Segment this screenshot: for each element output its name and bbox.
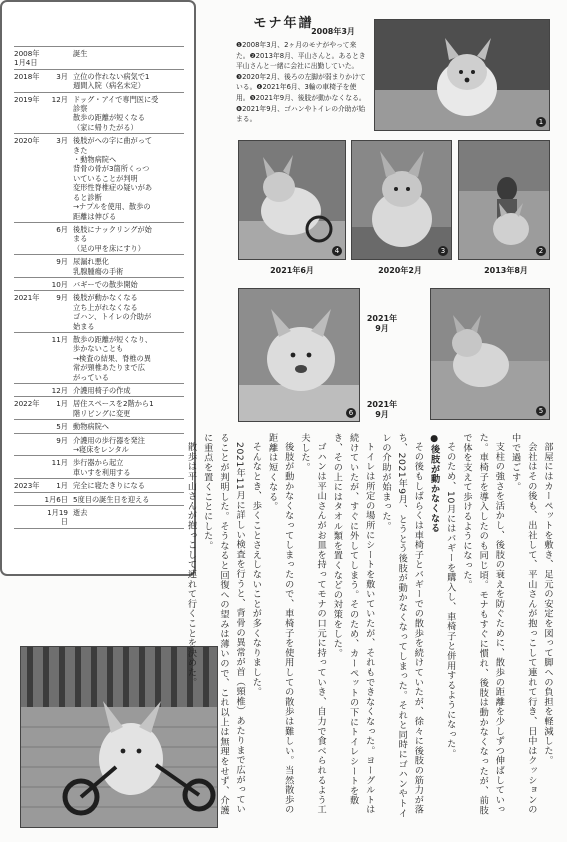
timeline-row xyxy=(14,254,184,277)
photo-sitting-2021-9 xyxy=(430,288,550,420)
timeline-year xyxy=(14,495,44,504)
timeline-month: 10月 xyxy=(51,279,68,289)
timeline-row xyxy=(14,46,184,69)
timeline-month: 5月 xyxy=(56,422,68,432)
timeline-row xyxy=(14,455,184,478)
article-paragraph: 部屋にはカーペットを敷き、足元の安定を図って脚への負担を軽減した。 xyxy=(542,442,553,766)
timeline-row xyxy=(14,492,184,505)
photo-caption-text: ❶2008年3月、2ヶ月のモナがやって来た。❷2013年8月、平山さんと。あるとき平山さんと一緒に会社に出勤していた。❸2020年2月、後ろの左脚が弱まりかけている。❹2021年6月、3輪の車椅子を使用。❺2021年9月、後肢が動かなくなる。❻2021年9月、ゴハンやトイレの介助が始まる。 xyxy=(236,41,366,124)
timeline-year: 2020年 xyxy=(14,136,40,146)
timeline-row xyxy=(14,92,184,134)
caption-2020-2: 2020年2月 xyxy=(378,266,422,275)
article-paragraph: そのため、10月にはバギーを購入し、車椅子と併用するようになった。 xyxy=(444,442,456,759)
timeline-text: 尿漏れ悪化 乳腺腫瘍の手術 xyxy=(73,257,124,276)
timeline-text: 後肢にナックリングが始 まる （足の甲を床にすり） xyxy=(73,224,152,253)
timeline-row xyxy=(14,419,184,432)
article-paragraph: トイレは所定の場所にシートを敷いていたが、それもできなくなった。ヨーグルトは続けていたが、すぐに外してしまう。そのため、カーペットの下にトイレシートを敷き、その上にはタオル類を置くなどの対策をした。 xyxy=(331,433,375,815)
photo-2013-8 xyxy=(458,140,550,260)
timeline-year xyxy=(14,508,44,527)
timeline-year xyxy=(14,386,44,395)
timeline-row xyxy=(14,222,184,254)
top-date: 2008年3月 xyxy=(311,27,355,36)
timeline-text: 歩行器から起立 車いすを利用する xyxy=(73,458,131,477)
timeline-month: 12月 xyxy=(51,386,68,395)
photo-2020-2 xyxy=(351,140,452,260)
timeline-month: 6月 xyxy=(56,224,68,234)
timeline-month: 11月 xyxy=(51,458,68,468)
timeline-row xyxy=(14,396,184,419)
caption-2021-9-left: 2021年 9月 xyxy=(366,314,398,333)
timeline-title: モナ年譜 xyxy=(253,16,314,31)
photo-puppy-2008 xyxy=(374,19,550,131)
timeline-year: 2022年 xyxy=(14,399,40,409)
timeline-month: 1月6日 xyxy=(44,494,68,504)
timeline-month: 9月 xyxy=(56,293,68,303)
timeline-row xyxy=(14,478,184,491)
timeline-year: 2008年1月4日 xyxy=(14,49,40,68)
timeline-text: 立位の作れない病気で1 週間入院（病名未定） xyxy=(73,71,150,91)
timeline-year xyxy=(14,436,44,455)
timeline-month: 1月 xyxy=(56,399,68,409)
photo-bed-2021-9 xyxy=(238,288,360,422)
article-paragraph: ゴハンは平山さんがお皿を持ってモナの口元に持っていき、自力で食べられるよう工夫した。 xyxy=(298,433,327,815)
timeline-month: 11月 xyxy=(51,334,68,344)
timeline-text: 介護用椅子の作成 xyxy=(73,386,131,395)
timeline-month: 3月 xyxy=(56,71,68,81)
timeline-month: 9月 xyxy=(56,257,68,267)
timeline-row xyxy=(14,277,184,290)
timeline-row xyxy=(14,133,184,222)
timeline-year: 2019年 xyxy=(14,94,40,104)
timeline-row xyxy=(14,332,184,383)
timeline-text: 後肢が動かなくなる 立ち上がれなくなる ゴハン、トイレの介助が 始まる xyxy=(73,293,152,331)
timeline-row xyxy=(14,290,184,332)
article-paragraph: 2021年11月に詳しい検査を行うと、背骨の異常が首（頸椎）あたりまで広がっていることが判明した。そうなると回復への望みは薄いので、これ以上は無理をせず、介護に重点を置くことにした。 xyxy=(201,433,246,816)
timeline-text: 散歩の距離が短くなり、 歩かないことも →検査の結果、脊椎の異 常が頸椎あたりまで広 がっている xyxy=(73,334,153,382)
photo-number: 6 xyxy=(346,408,356,418)
timeline-year: 2023年 xyxy=(14,481,40,491)
photo-number: 2 xyxy=(536,246,546,256)
caption-2021-6: 2021年6月 xyxy=(270,266,314,275)
timeline-month: 12月 xyxy=(51,94,68,104)
timeline-month: 3月 xyxy=(56,136,68,146)
timeline-text: 完全に寝たきりになる xyxy=(73,481,145,491)
timeline-text: 5度目の誕生日を迎える xyxy=(73,494,150,504)
photo-number: 4 xyxy=(332,246,342,256)
timeline-month: 1月 xyxy=(56,481,68,491)
timeline-rows xyxy=(14,46,184,529)
article-paragraph: 散歩は平山さんが抱っこして連れて行くことを決めた。 xyxy=(185,442,197,688)
timeline-row xyxy=(14,69,184,92)
article-body xyxy=(185,433,555,823)
timeline-month xyxy=(44,49,73,68)
timeline-month: 1月19日 xyxy=(47,508,68,527)
timeline-text: 誕生 xyxy=(73,49,88,58)
caption-2021-9-right: 2021年 9月 xyxy=(366,400,398,419)
timeline-year: 2021年 xyxy=(14,293,40,303)
article-heading: ●後肢が動かなくなる xyxy=(428,433,440,533)
timeline-month: 9月 xyxy=(56,435,68,445)
timeline-year: 2018年 xyxy=(14,71,40,81)
timeline-row xyxy=(14,383,184,396)
article-paragraph: その後もしばらくは車椅子とバギーでの散歩を続けていたが、徐々に後肢の筋力が落ち、2021年9月、とうとう後肢が動かなくなってしまった。それと同時にゴハンやトイレの介助が始まった。 xyxy=(379,433,424,819)
caption-2013-8: 2013年8月 xyxy=(484,266,528,275)
article-paragraph: 会社はその後も、出社して、平山さんが抱っこして連れて行き、日中はクッションの中で過ごす。 xyxy=(509,433,537,815)
photo-wheelchair-2021-6 xyxy=(238,140,346,260)
timeline-year xyxy=(14,422,44,431)
timeline-text: 後肢がへの字に曲がって きた ・動物病院へ 背骨の骨が3箇所くっつ いていることが判明 変形性脊椎症の疑いがあ ると診断 →ナプルを使用、散歩の 距離は伸びる xyxy=(73,136,153,221)
timeline-text: 逝去 xyxy=(73,508,88,518)
photo-number: 5 xyxy=(536,406,546,416)
timeline-year xyxy=(14,280,44,289)
timeline-text: ドッグ・アイで専門医に受 診察 散歩の距離が短くなる （家に帰りたがる） xyxy=(73,94,159,132)
timeline-year xyxy=(14,225,44,253)
photo-number: 3 xyxy=(438,246,448,256)
timeline-year xyxy=(14,257,44,276)
article-paragraph: そんなとき、歩くことさえしないことが多くなりました。 xyxy=(250,442,262,697)
timeline-row xyxy=(14,433,184,456)
photo-number: 1 xyxy=(536,117,546,127)
timeline-year xyxy=(14,458,44,477)
timeline-row xyxy=(14,505,184,529)
article-paragraph: 後肢が動かなくなってしまったので、車椅子を使用しての散歩は難しい。当然散歩の距離は短くなる。 xyxy=(266,433,294,815)
timeline-text: 介護用の歩行器を発注 →寝床をレンタル xyxy=(73,435,145,455)
timeline-year xyxy=(14,335,44,382)
timeline-text: バギーでの散歩開始 xyxy=(73,279,138,289)
timeline-text: 居住スペースを2階から1 階リビングに変更 xyxy=(73,399,154,418)
article-paragraph: 支柱の強さを活かし、後肢の衰えを防ぐために、散歩の距離を少しずつ伸ばしていった。車椅子を導入したのも同じ頃。モナもすぐに慣れ、後肢は動かなくなったが、前肢で体を支えて歩けるようになった。 xyxy=(460,433,505,816)
timeline-text: 動物病院へ xyxy=(73,422,109,432)
